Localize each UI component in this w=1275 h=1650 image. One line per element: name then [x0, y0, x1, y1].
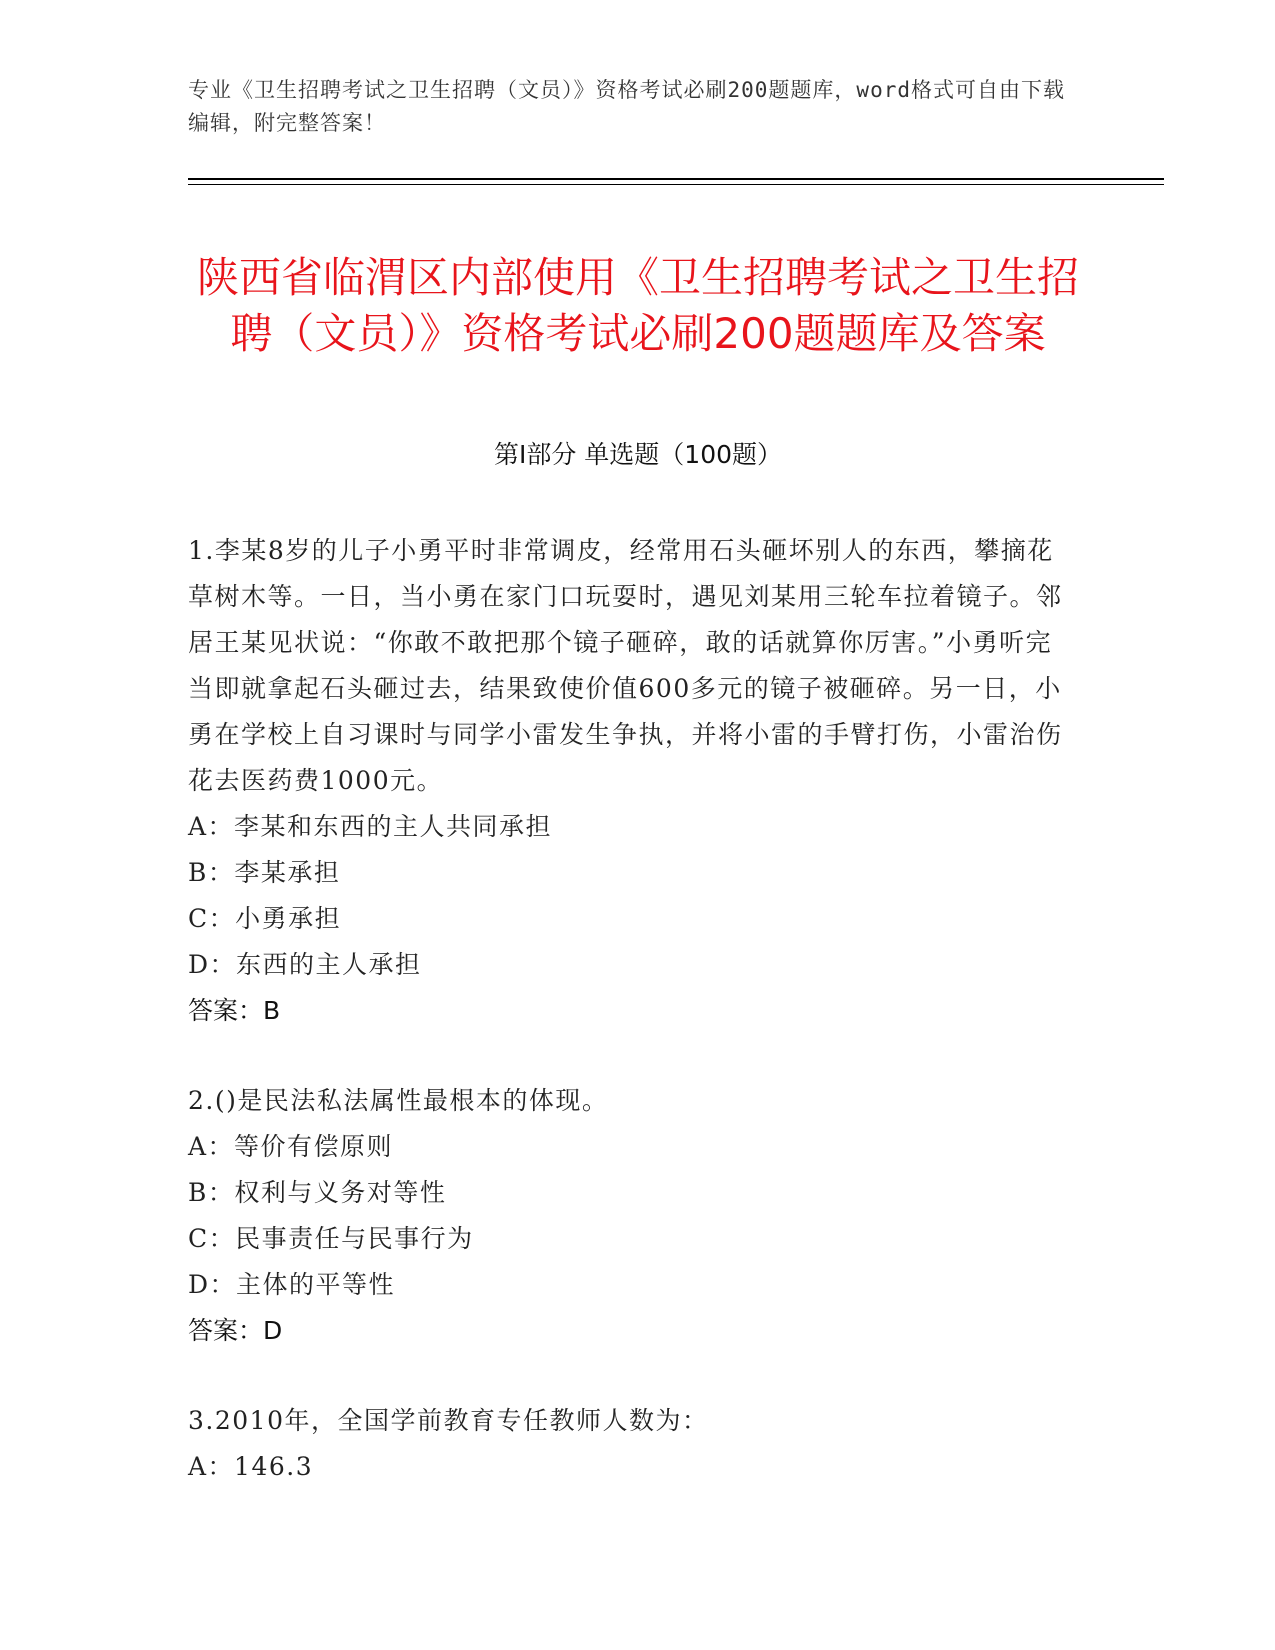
question-stem: 2.()是民法私法属性最根本的体现。	[188, 1086, 609, 1115]
question-2	[188, 1078, 1068, 1354]
document-title: 陕西省临渭区内部使用《卫生招聘考试之卫生招聘（文员）》资格考试必刷200题题库及答案	[196, 253, 1079, 359]
header-divider	[188, 178, 1164, 180]
question-list	[188, 528, 1068, 1534]
option-c: C：小勇承担	[188, 904, 342, 933]
header-divider-thin	[188, 184, 1164, 185]
option-a: A：146.3	[188, 1452, 314, 1481]
question-3	[188, 1398, 1068, 1490]
option-c: C：民事责任与民事行为	[188, 1224, 474, 1253]
header-note: 专业《卫生招聘考试之卫生招聘（文员）》资格考试必刷200题题库，word格式可自由下载编辑，附完整答案！	[188, 78, 1065, 135]
option-a: A：等价有偿原则	[188, 1132, 394, 1161]
section-heading: 第Ⅰ部分 单选题（100题）	[493, 440, 783, 469]
option-b: B：权利与义务对等性	[188, 1178, 447, 1207]
option-d: D：主体的平等性	[188, 1270, 396, 1299]
question-stem: 1.李某8岁的儿子小勇平时非常调皮，经常用石头砸坏别人的东西，攀摘花草树木等。一日，当小勇在家门口玩耍时，遇见刘某用三轮车拉着镜子。邻居王某见状说：“你敢不敢把那个镜子砸碎，敢的话就算你厉害。”小勇听完当即就拿起石头砸过去，结果致使价值600多元的镜子被砸碎。另一日，小勇在学校上自习课时与同学小雷发生争执，并将小雷的手臂打伤，小雷治伤花去医药费1000元。	[188, 536, 1063, 795]
answer: 答案：D	[188, 1316, 283, 1345]
question-1	[188, 528, 1068, 1034]
question-stem: 3.2010年，全国学前教育专任教师人数为：	[188, 1406, 709, 1435]
option-a: A：李某和东西的主人共同承担	[188, 812, 553, 841]
option-b: B：李某承担	[188, 858, 341, 887]
option-d: D：东西的主人承担	[188, 950, 422, 979]
answer: 答案：B	[188, 996, 281, 1025]
